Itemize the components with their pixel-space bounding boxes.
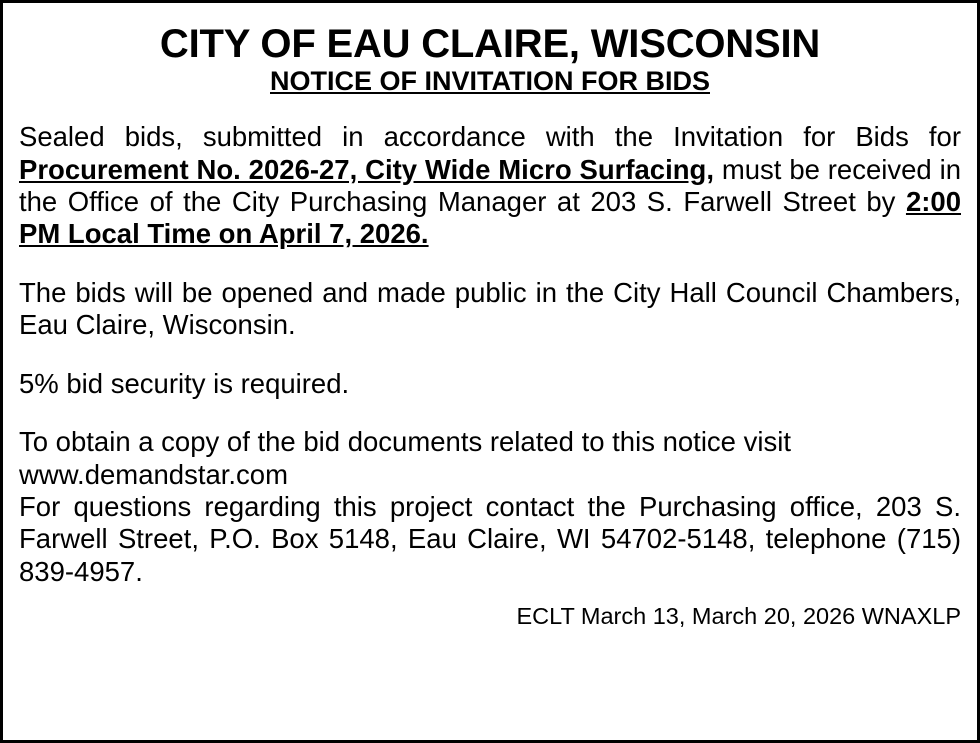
paragraph-contact: [19, 491, 961, 588]
bid-security-text: 5% bid security is required.: [19, 367, 350, 399]
contact-info-text: For questions regarding this project contact the Purchasing office, 203 S. Farwell Street, P.O. Box 5148, Eau Claire, WI 54702-5148, telephone (715) 839-4957.: [19, 491, 961, 587]
deadline-emphasis: 2:00 PM Local Time on April 7, 2026.: [19, 185, 961, 250]
website-line: [19, 459, 961, 491]
notice-body: [19, 121, 961, 630]
demandstar-website-text: www.demandstar.com: [19, 458, 288, 490]
paragraph-bid-security: [19, 368, 961, 400]
bid-submission-text-2: must be received in the Office of the City Purchasing Manager at 203 S. Farwell Street by: [19, 153, 962, 217]
paragraph-bid-opening: [19, 277, 961, 342]
bid-submission-text-1: Sealed bids, submitted in accordance with the Invitation for Bids for: [19, 121, 961, 153]
publication-dates-text: ECLT March 13, March 20, 2026 WNAXLP: [516, 603, 961, 630]
paragraph-bid-submission: [19, 121, 961, 251]
notice-header: [19, 23, 961, 97]
publication-footer: [19, 602, 961, 630]
procurement-number-emphasis: Procurement No. 2026-27, City Wide Micro Surfacing,: [19, 153, 714, 185]
documents-instruction-text: To obtain a copy of the bid documents related to this notice visit: [19, 426, 791, 458]
bid-opening-text: The bids will be opened and made public in the City Hall Council Chambers, Eau Claire, Wisconsin.: [19, 276, 961, 341]
paragraph-documents-line: [19, 426, 961, 458]
page-title: CITY OF EAU CLAIRE, WISCONSIN: [159, 22, 821, 66]
notice-subtitle: NOTICE OF INVITATION FOR BIDS: [270, 66, 710, 97]
